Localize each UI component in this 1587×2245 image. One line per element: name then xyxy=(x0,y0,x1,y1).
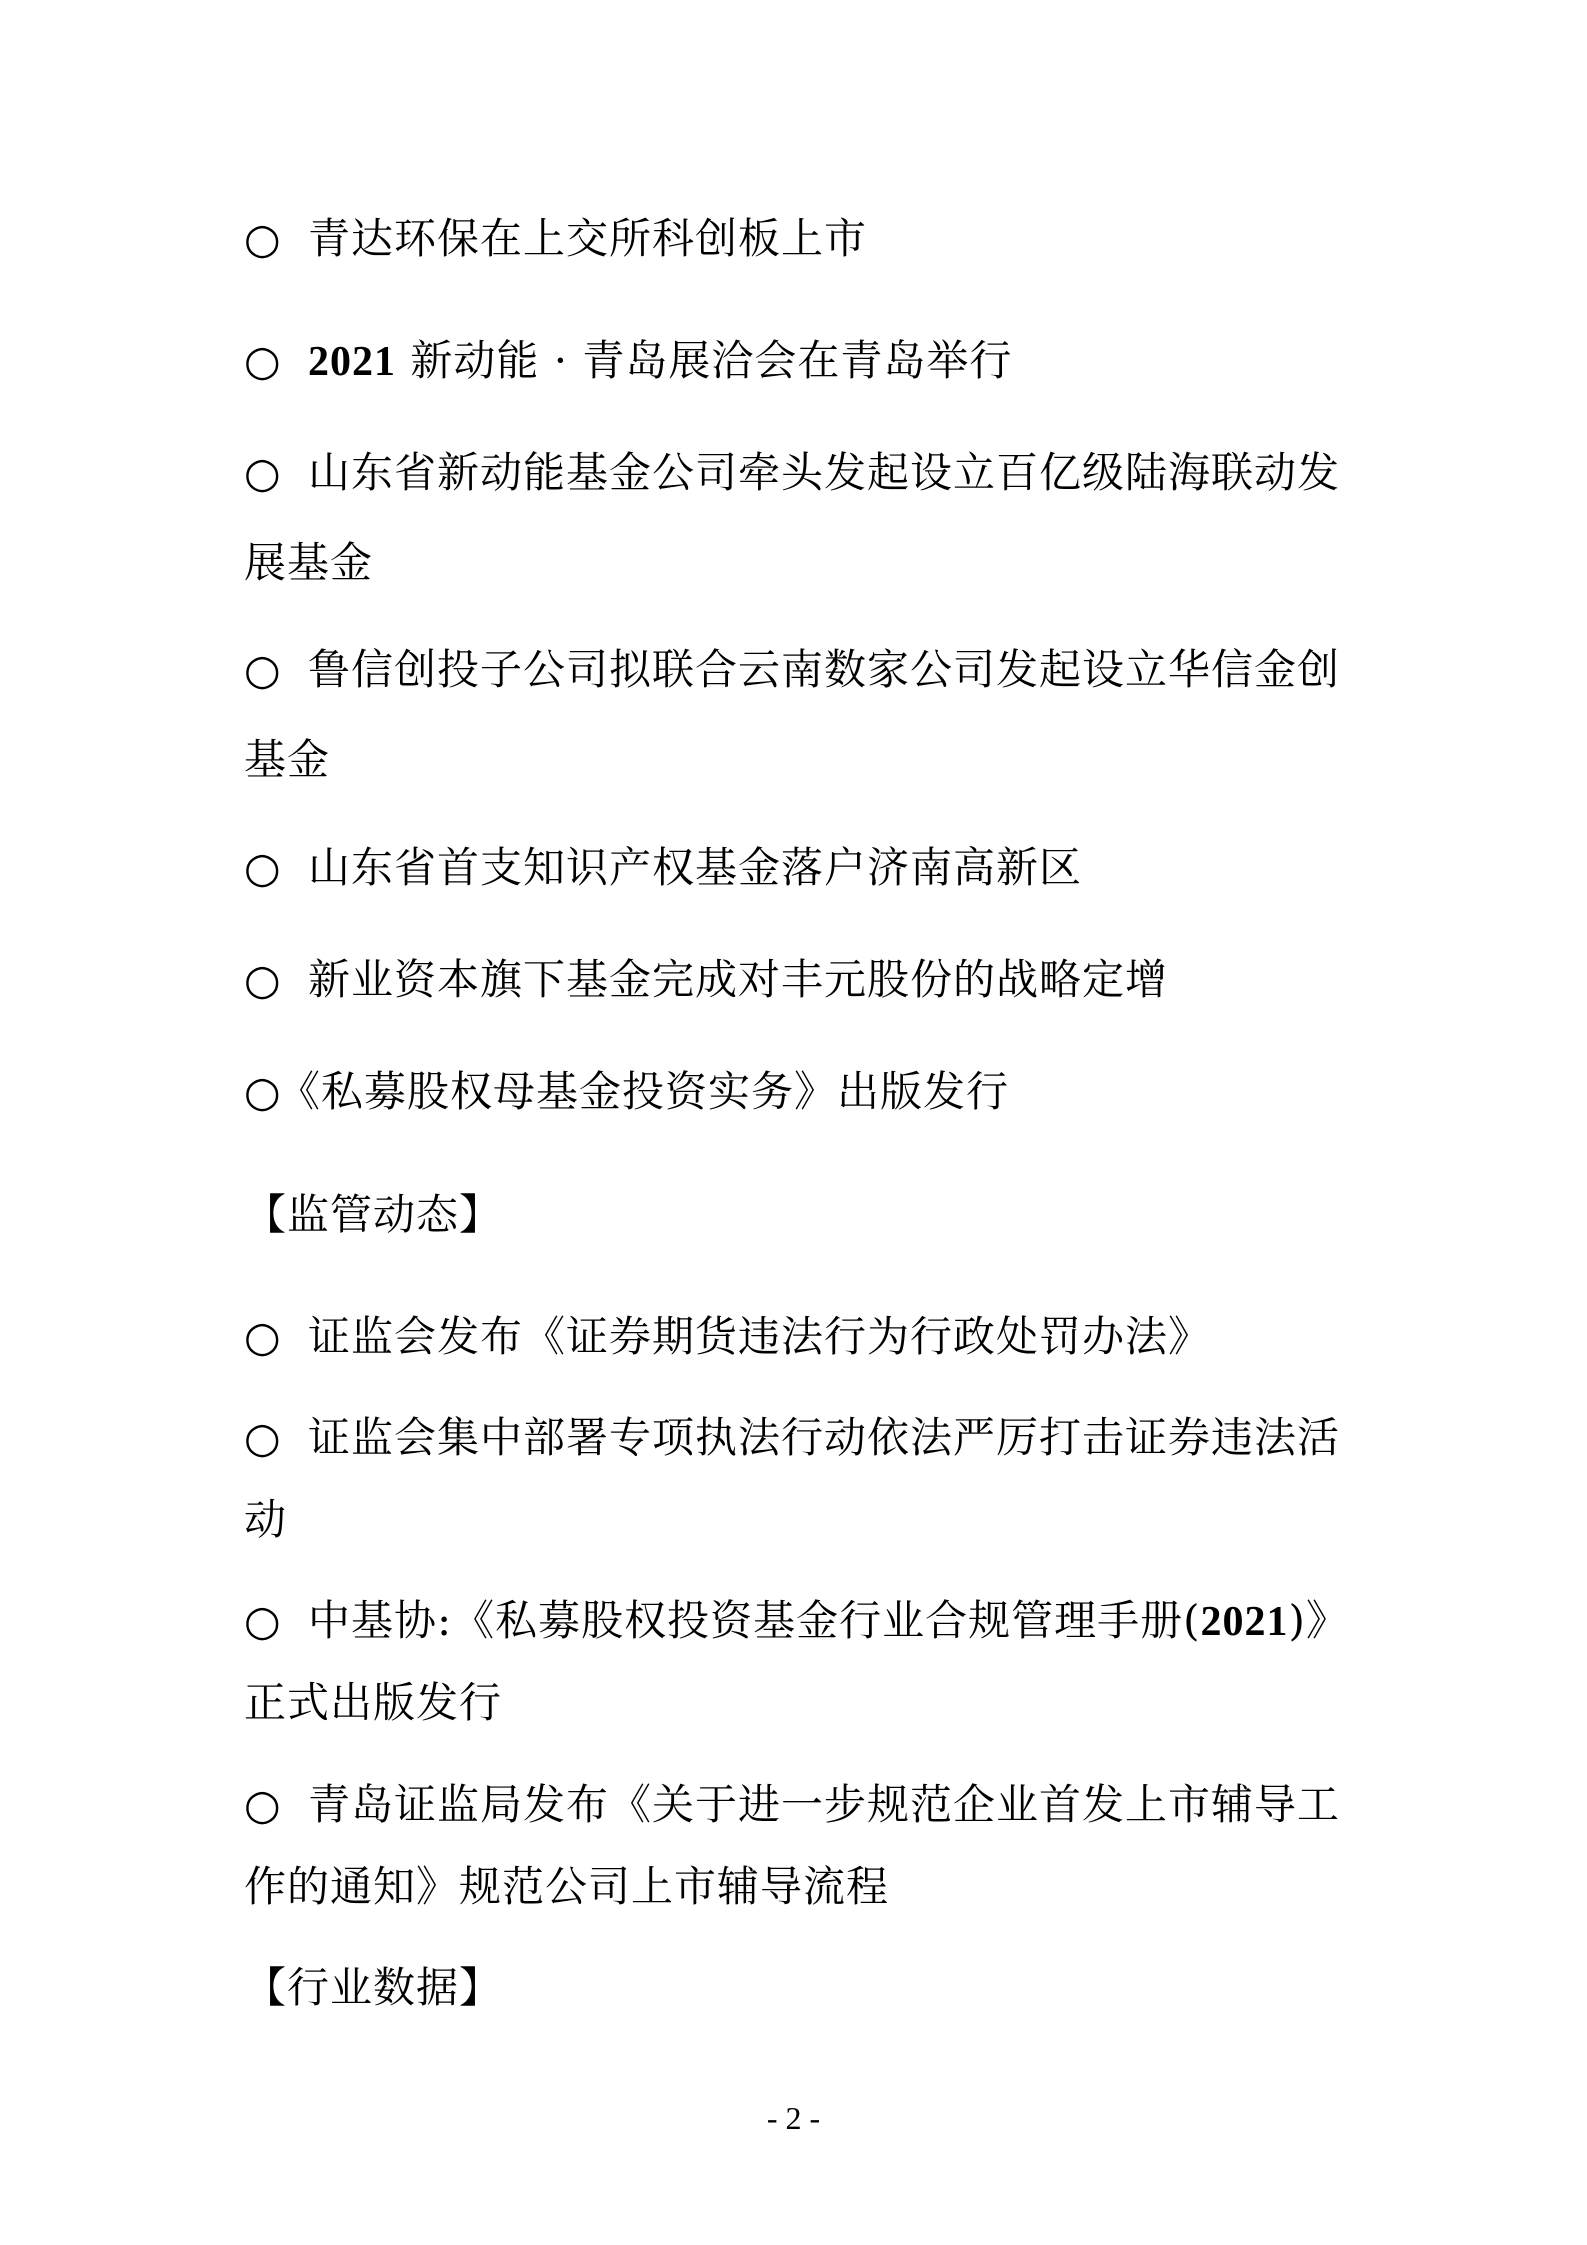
list-item xyxy=(244,336,1364,387)
list-item-text: 《私募股权母基金投资实务》出版发行 xyxy=(278,1067,1010,1116)
list-item-text: 中基协:《私募股权投资基金行业合规管理手册( xyxy=(308,1596,1201,1645)
list-item xyxy=(244,448,1364,498)
list-item-text-after: )》 xyxy=(1288,1596,1349,1645)
circle-bullet-icon: ○ xyxy=(244,214,282,263)
list-item xyxy=(244,1067,1364,1117)
list-item xyxy=(244,1312,1364,1362)
circle-bullet-icon: ○ xyxy=(244,1780,282,1829)
list-item-text: 新动能 · 青岛展洽会在青岛举行 xyxy=(396,336,1013,385)
list-item-number: 2021 xyxy=(1200,1599,1289,1645)
list-item-text: 山东省新动能基金公司牵头发起设立百亿级陆海联动发 xyxy=(308,448,1341,497)
list-item xyxy=(244,214,1364,264)
circle-bullet-icon: ○ xyxy=(244,1312,282,1361)
circle-bullet-icon: ○ xyxy=(244,843,282,892)
list-item-text: 新业资本旗下基金完成对丰元股份的战略定增 xyxy=(308,955,1169,1004)
list-item-continuation: 展基金 xyxy=(244,538,374,587)
circle-bullet-icon: ○ xyxy=(244,448,282,497)
section-heading-industry: 【行业数据】 xyxy=(244,1963,503,2012)
list-item-number: 2021 xyxy=(308,339,396,385)
list-item-continuation: 动 xyxy=(244,1495,288,1544)
list-item-continuation: 基金 xyxy=(244,735,331,784)
list-item xyxy=(244,955,1364,1005)
list-item xyxy=(244,1413,1364,1463)
list-item xyxy=(244,843,1364,893)
list-item-text: 鲁信创投子公司拟联合云南数家公司发起设立华信金创 xyxy=(308,645,1341,694)
list-item-continuation: 正式出版发行 xyxy=(244,1678,503,1727)
circle-bullet-icon: ○ xyxy=(244,1413,282,1462)
circle-bullet-icon: ○ xyxy=(244,645,282,694)
list-item-text: 证监会发布《证券期货违法行为行政处罚办法》 xyxy=(308,1312,1212,1361)
circle-bullet-icon: ○ xyxy=(244,1596,282,1645)
list-item-text: 青岛证监局发布《关于进一步规范企业首发上市辅导工 xyxy=(308,1780,1341,1829)
section-heading-regulatory: 【监管动态】 xyxy=(244,1190,503,1239)
list-item-text: 青达环保在上交所科创板上市 xyxy=(308,214,868,263)
list-item xyxy=(244,1596,1364,1647)
circle-bullet-icon: ○ xyxy=(244,1067,281,1116)
list-item-continuation: 作的通知》规范公司上市辅导流程 xyxy=(244,1862,890,1911)
list-item xyxy=(244,1780,1364,1830)
list-item xyxy=(244,645,1364,695)
circle-bullet-icon: ○ xyxy=(244,336,282,385)
list-item-text: 证监会集中部署专项执法行动依法严厉打击证券违法活 xyxy=(308,1413,1341,1462)
circle-bullet-icon: ○ xyxy=(244,955,282,1004)
page-number: - 2 - xyxy=(766,2100,821,2136)
list-item-text: 山东省首支知识产权基金落户济南高新区 xyxy=(308,843,1083,892)
